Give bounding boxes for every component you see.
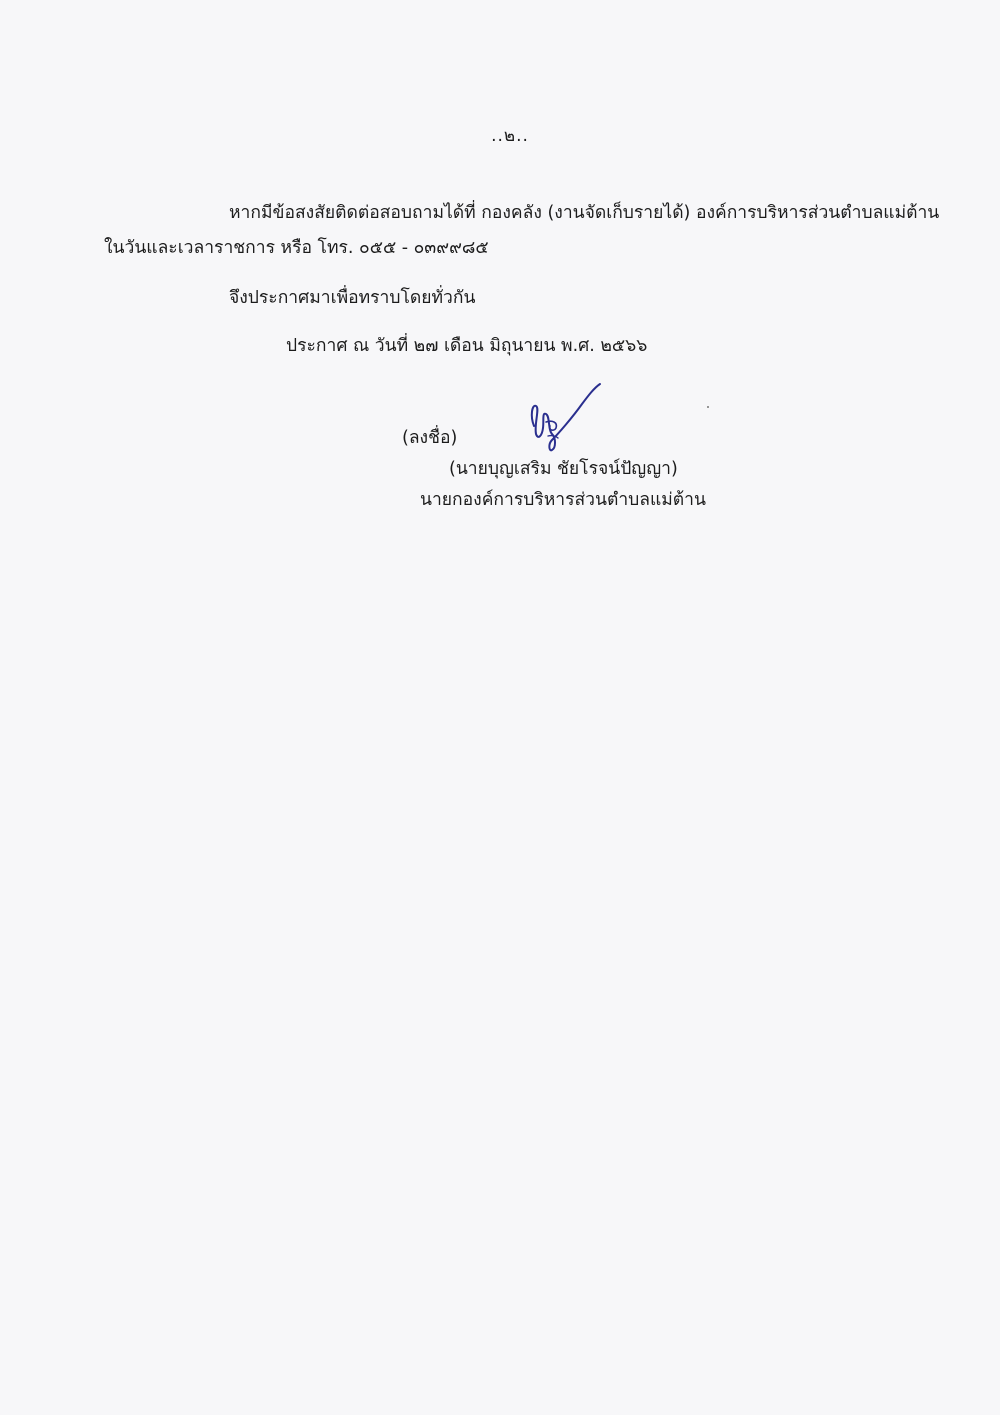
signer-name: (นายบุญเสริม ชัยโรจน์ปัญญา) [449, 459, 678, 479]
contact-paragraph-line1: หากมีข้อสงสัยติดต่อสอบถามได้ที่ กองคลัง (งานจัดเก็บรายได้) องค์การบริหารส่วนตำบลแม่ต้าน [229, 203, 940, 223]
page-number: ..๒.. [491, 126, 529, 146]
handwritten-signature [512, 378, 612, 458]
signature-label: (ลงชื่อ) [402, 428, 458, 448]
contact-paragraph-line2: ในวันและเวลาราชการ หรือ โทร. ๐๕๕ - ๐๓๙๙๘๕ [104, 238, 489, 258]
stray-mark [707, 406, 709, 408]
signer-position: นายกองค์การบริหารส่วนตำบลแม่ต้าน [420, 490, 706, 510]
announcement-closing: จึงประกาศมาเพื่อทราบโดยทั่วกัน [229, 288, 476, 308]
announcement-date: ประกาศ ณ วันที่ ๒๗ เดือน มิถุนายน พ.ศ. ๒๕๖๖ [286, 336, 648, 356]
